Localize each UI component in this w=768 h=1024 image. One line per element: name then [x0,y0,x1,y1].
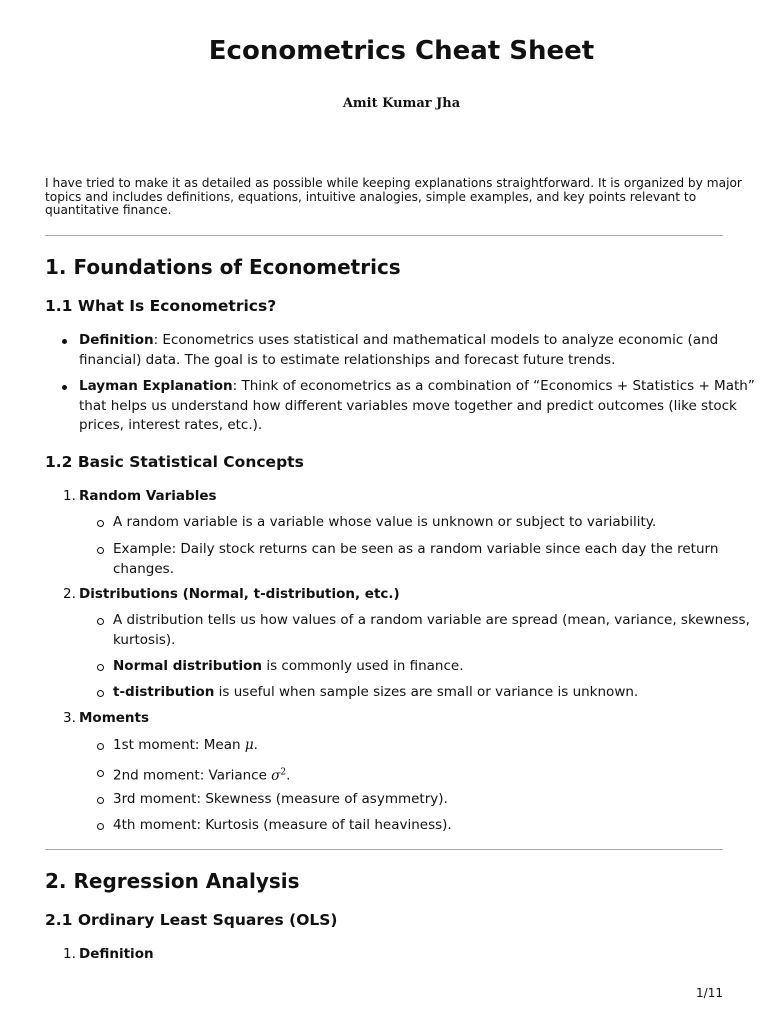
circle-bullet-icon [97,743,104,750]
subsection-heading-what-is: 1.1 What Is Econometrics? [45,297,277,315]
circle-bullet-icon [97,770,104,777]
math-sigma: σ [271,767,281,784]
term-layman: Layman Explanation [79,378,233,394]
list-text: A distribution tells us how values of a random variable are spread (mean, variance, skewness, [113,612,750,628]
item-number: 1. [63,488,76,504]
math-mu: μ [244,737,254,753]
list-text: 3rd moment: Skewness (measure of asymmetry). [113,791,448,807]
list-text: prices, interest rates, etc.). [79,417,263,433]
circle-bullet-icon [97,664,104,671]
section-divider [45,849,723,850]
item-title: Distributions (Normal, t-distribution, etc.) [79,586,400,602]
list-text: 4th moment: Kurtosis (measure of tail heaviness). [113,817,452,833]
author-name: Amit Kumar Jha [342,96,461,111]
circle-bullet-icon [97,547,104,554]
item-number: 3. [63,710,76,726]
sentence-period: . [253,737,258,753]
subsection-heading-ols: 2.1 Ordinary Least Squares (OLS) [45,911,338,929]
circle-bullet-icon [97,690,104,697]
list-text: is commonly used in finance. [262,658,464,674]
list-text: financial) data. The goal is to estimate relationships and forecast future trends. [79,351,616,368]
list-text: that helps us understand how different variables move together and predict outcomes (like stock [79,397,737,414]
intro-paragraph: I have tried to make it as detailed as possible while keeping explanations straightforward. It is organized by major topics and includes definitions, equations, intuitive analogies, simple examples, and key points relevant to quantitative finance. [45,176,742,217]
list-text: changes. [113,560,175,577]
section-heading-foundations: 1. Foundations of Econometrics [45,255,401,279]
list-text: : Think of econometrics as a combination of “Economics + Statistics + Math” [232,378,755,394]
item-title: Definition [79,946,154,962]
circle-bullet-icon [97,520,104,527]
item-title: Moments [79,710,150,726]
item-title: Random Variables [79,488,217,504]
list-text: A random variable is a variable whose value is unknown or subject to variability. [113,514,657,530]
page-number: 1/11 [696,986,723,1000]
term-definition: Definition [79,332,154,348]
section-heading-regression: 2. Regression Analysis [45,869,300,893]
sentence-period: . [286,767,291,784]
circle-bullet-icon [97,823,104,830]
bullet-icon [62,385,67,390]
math-sigma-squared [271,768,286,784]
list-text: 2nd moment: Variance [113,767,272,784]
subsection-heading-basic-stats: 1.2 Basic Statistical Concepts [45,453,304,471]
list-text: is useful when sample sizes are small or variance is unknown. [214,684,639,700]
circle-bullet-icon [97,797,104,804]
item-number: 2. [63,586,76,602]
section-divider [45,235,723,236]
document-title: Econometrics Cheat Sheet [208,36,595,66]
list-text: : Econometrics uses statistical and mathematical models to analyze economic (and [153,332,719,348]
item-number: 1. [63,946,76,962]
term-normal-distribution: Normal distribution [113,658,263,674]
list-text: kurtosis). [113,631,176,648]
math-exponent: 2 [280,767,287,777]
circle-bullet-icon [97,618,104,625]
list-text: Example: Daily stock returns can be seen as a random variable since each day the return [113,541,719,557]
term-t-distribution: t-distribution [113,684,215,700]
list-text: 1st moment: Mean [113,737,245,753]
bullet-icon [62,339,67,344]
